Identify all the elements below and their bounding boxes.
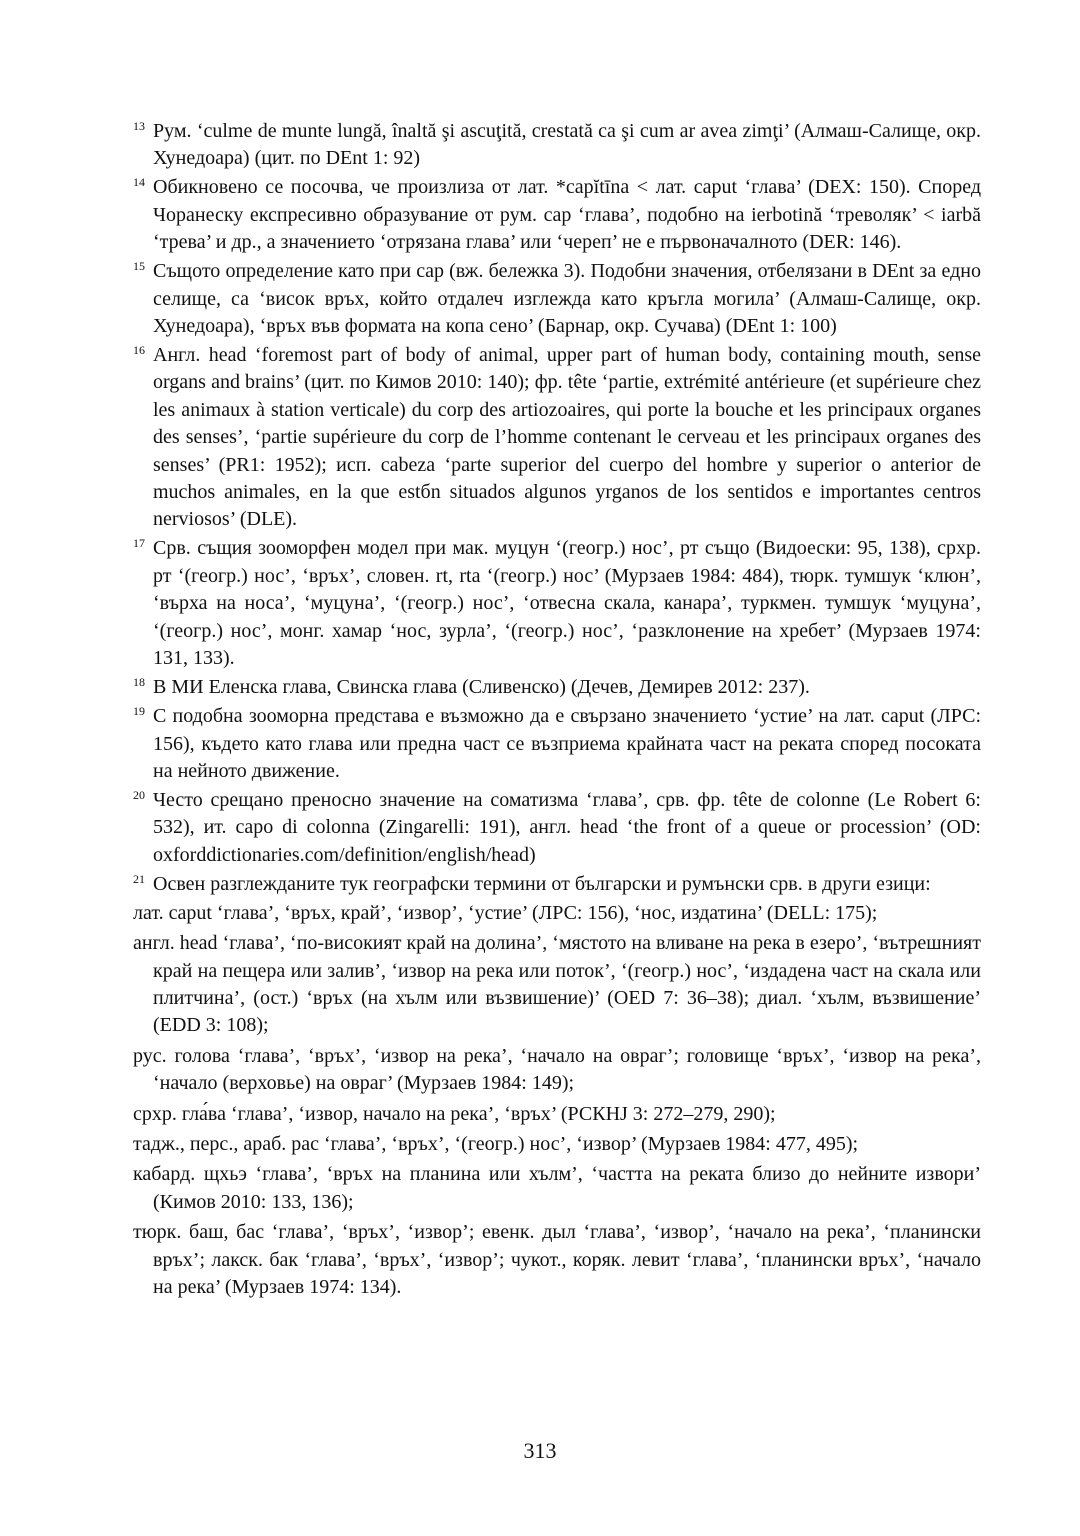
footnote-text: Същото определение като при cap (вж. бележка 3). Подобни значения, отбелязани в DEnt за едно селище, са ‘висок връх, който отдалеч изглежда като кръгла могила’ (Алмаш-Салище, окр. Хунедоара), ‘връх във формата на копа сено’ (Барнар, окр. Сучава) (DEnt 1: 100) [153, 260, 981, 338]
example-turkic: тюрк. баш, бас ‘глава’, ‘връх’, ‘извор’; евенк. дыл ‘глава’, ‘извор’, ‘начало на река’, ‘планински връх’; лакск. бак ‘глава’, ‘връх’, ‘извор’; чукот., коряк. левит ‘глава’, ‘планински връх’, ‘начало на река’ (Мурзаев 1974: 134). [133, 1221, 981, 1298]
footnote-number: 17 [133, 536, 145, 551]
footnote-text: Освен разглежданите тук географски термини от български и румънски срв. в други езици: [153, 872, 931, 895]
example-tajik-persian-arabic: тадж., перс., араб. рас ‘глава’, ‘връх’, ‘(геогр.) нос’, ‘извор’ (Мурзаев 1984: 477, 495); [133, 1132, 859, 1155]
example-serbocroatian: срхр. гла́ва ‘глава’, ‘извор, начало на река’, ‘връх’ (РСКНЈ 3: 272–279, 290); [133, 1102, 776, 1125]
footnote-text: Често срещано преносно значение на соматизма ‘глава’, срв. фр. tête de colonne (Le Robert 6: 532), ит. capo di colonna (Zingarelli: 191), англ. head ‘the front of a queue or procession’ (OD: oxforddictionaries.com/definition/english/head) [153, 788, 981, 866]
footnote-17 [133, 535, 981, 672]
example-english: англ. head ‘глава’, ‘по-високият край на долина’, ‘мястото на вливане на река в езеро’, ‘вътрешният край на пещера или залив’, ‘извор на река или поток’, ‘(геогр.) нос’, ‘издадена част на скала или плитчина’, (ост.) ‘връх (на хълм или възвишение)’ (OED 7: 36–38); диал. ‘хълм, възвишение’ (EDD 3: 108); [133, 932, 981, 1037]
footnote-15 [133, 258, 981, 340]
footnote-number: 15 [133, 259, 145, 274]
footnote-number: 13 [133, 119, 145, 133]
footnote-text: Срв. същия зооморфен модел при мак. муцун ‘(геогр.) нос’, рт също (Видоески: 95, 138), срхр. рт ‘(геогр.) нос’, ‘връх’, словен. rt, rta ‘(геогр.) нос’ (Мурзаев 1984: 484), тюрк. тумшук ‘клюн’, ‘върха на носа’, ‘муцуна’, ‘(геогр.) нос’, ‘отвесна скала, канара’, туркмен. тумшук ‘муцуна’, ‘(геогр.) нос’, монг. хамар ‘нос, зурла’, ‘(геогр.) нос’, ‘разклонение на хребет’ (Мурзаев 1974: 131, 133). [153, 537, 981, 670]
footnote-number: 16 [133, 343, 145, 358]
footnote-number: 14 [133, 175, 145, 190]
example-kabardian: кабард. щхьэ ‘глава’, ‘връх на планина или хълм’, ‘частта на реката близо до нейните извори’ (Кимов 2010: 133, 136); [133, 1163, 981, 1213]
footnote-text: Обикновено се посочва, че произлиза от лат. *capĭtīna < лат. caput ‘глава’ (DEX: 150). Според Чоранеску експресивно образувание от рум. cap ‘глава’, подобно на ierbotină ‘треволяк’ < iarbă ‘трева’ и др., а значението ‘отрязана глава’ или ‘череп’ не е първоначалното (DER: 146). [153, 176, 981, 254]
footnote-text: В МИ Еленска глава, Свинска глава (Сливенско) (Дечев, Демирев 2012: 237). [153, 676, 810, 699]
footnote-21 [133, 871, 981, 898]
footnote-text: Рум. ‘culme de munte lungă, înaltă şi ascuţită, crestată ca şi cum ar avea zimţi’ (Алмаш-Салище, окр. Хунедоара) (цит. по DEnt 1: 92) [153, 120, 981, 170]
example-russian: рус. голова ‘глава’, ‘връх’, ‘извор на река’, ‘начало на овраг’; головище ‘връх’, ‘извор на река’, ‘начало (верховье) на овраг’ (Мурзаев 1984: 149); [133, 1044, 981, 1095]
footnote-number: 21 [133, 871, 145, 886]
footnote-text: Англ. head ‘foremost part of body of animal, upper part of human body, containing mouth, sense organs and brains’ (цит. по Кимов 2010: 140); фр. tête ‘partie, extrémité antérieure (et supérieure chez les animaux à station verticale) du corp des artiozoaires, qui porte la bouche et les principaux organes des senses’, ‘partie supérieure du corp de l’homme contenant le cerveau et les principaux organes des senses’ (PR1: 1952); исп. cabeza ‘parte superior del cuerpo del hombre y superior o anterior de muchos animales, en la que estбn situados algunos yrganos de los sentidos e importantes centros nerviosos’ (DLE). [153, 344, 981, 531]
footnotes-section [133, 118, 981, 1304]
footnote-20 [133, 787, 981, 869]
footnote-14 [133, 174, 981, 256]
page-number: 313 [523, 1438, 557, 1463]
example-latin: лат. caput ‘глава’, ‘връх, край’, ‘извор’, ‘устие’ (ЛРС: 156), ‘нос, издатина’ (DELL: 175); [133, 901, 878, 924]
footnote-number: 18 [133, 675, 145, 690]
footnote-text: С подобна зооморна представа е възможно да е свързано значението ‘устие’ на лат. caput (ЛРС: 156), където като глава или предна част се възприема крайната част на реката според посоката на нейното движение. [153, 705, 981, 782]
footnote-13 [133, 118, 981, 173]
footnote-number: 19 [133, 704, 145, 719]
footnote-19 [133, 703, 981, 785]
footnote-number: 20 [133, 787, 145, 802]
footnote-16 [133, 342, 981, 534]
footnote-18 [133, 674, 981, 701]
